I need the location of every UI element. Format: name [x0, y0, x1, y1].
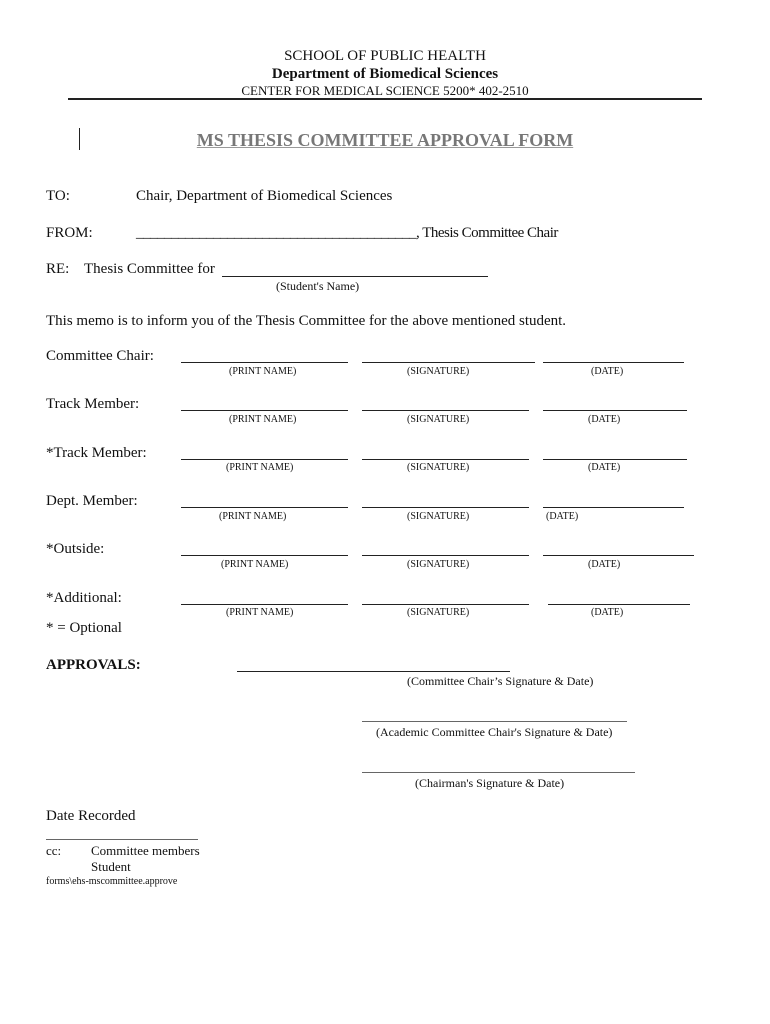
committee-chair-label: Committee Chair: — [46, 348, 154, 364]
additional-date-field[interactable] — [548, 604, 690, 605]
committee-chair-date-field[interactable] — [543, 362, 684, 363]
chairman-approval-field[interactable] — [362, 772, 635, 773]
print-caption: (PRINT NAME) — [219, 511, 287, 522]
to-label: TO: — [46, 188, 70, 204]
header-divider — [68, 98, 702, 100]
cc-label: cc: — [46, 843, 62, 858]
additional-label: *Additional: — [46, 590, 122, 606]
date-caption: (DATE) — [588, 462, 621, 473]
cc-committee-members: Committee members — [91, 843, 200, 858]
date-caption: (DATE) — [546, 511, 579, 522]
academic-chair-approval-caption: (Academic Committee Chair's Signature & Date) — [376, 725, 613, 739]
track-member-2-label: *Track Member: — [46, 445, 147, 461]
re-value: Thesis Committee for — [84, 261, 215, 277]
outside-label: *Outside: — [46, 541, 105, 557]
student-name-caption: (Student's Name) — [276, 279, 360, 293]
signature-caption: (SIGNATURE) — [407, 511, 470, 522]
track-member-label: Track Member: — [46, 396, 140, 412]
optional-note: * = Optional — [46, 620, 122, 636]
outside-signature-field[interactable] — [362, 555, 529, 556]
form-title: MS THESIS COMMITTEE APPROVAL FORM — [196, 130, 574, 150]
signature-caption: (SIGNATURE) — [407, 462, 470, 473]
committee-chair-print-field[interactable] — [181, 362, 348, 363]
outside-date-field[interactable] — [543, 555, 694, 556]
to-value: Chair, Department of Biomedical Sciences — [136, 188, 393, 204]
from-label: FROM: — [46, 225, 93, 241]
memo-intro: This memo is to inform you of the Thesis Committee for the above mentioned student. — [46, 313, 567, 329]
date-recorded-label: Date Recorded — [46, 808, 136, 824]
re-label: RE: — [46, 261, 70, 277]
dept-member-signature-field[interactable] — [362, 507, 529, 508]
print-caption: (PRINT NAME) — [226, 607, 294, 618]
academic-chair-approval-field[interactable] — [362, 721, 627, 722]
track-member-date-field[interactable] — [543, 410, 687, 411]
print-caption: (PRINT NAME) — [229, 366, 297, 377]
track-member-2-date-field[interactable] — [543, 459, 687, 460]
track-member-2-signature-field[interactable] — [362, 459, 529, 460]
file-reference: forms\ehs-mscommittee.approve — [46, 876, 178, 887]
center-info: CENTER FOR MEDICAL SCIENCE 5200* 402-2510 — [241, 83, 529, 98]
school-name: SCHOOL OF PUBLIC HEALTH — [284, 48, 486, 64]
chairman-approval-caption: (Chairman's Signature & Date) — [415, 776, 565, 790]
dept-member-date-field[interactable] — [543, 507, 684, 508]
print-caption: (PRINT NAME) — [221, 559, 289, 570]
department-name: Department of Biomedical Sciences — [271, 66, 499, 82]
outside-print-field[interactable] — [181, 555, 348, 556]
signature-caption: (SIGNATURE) — [407, 559, 470, 570]
additional-signature-field[interactable] — [362, 604, 529, 605]
approvals-label: APPROVALS: — [46, 657, 141, 673]
signature-caption: (SIGNATURE) — [407, 414, 470, 425]
date-recorded-field[interactable] — [46, 839, 198, 840]
track-member-signature-field[interactable] — [362, 410, 529, 411]
student-name-field[interactable] — [222, 276, 488, 277]
cc-student: Student — [91, 859, 131, 874]
dept-member-print-field[interactable] — [181, 507, 348, 508]
print-caption: (PRINT NAME) — [229, 414, 297, 425]
committee-chair-approval-caption: (Committee Chair’s Signature & Date) — [407, 674, 594, 688]
committee-chair-signature-field[interactable] — [362, 362, 535, 363]
dept-member-label: Dept. Member: — [46, 493, 138, 509]
date-caption: (DATE) — [591, 366, 624, 377]
date-caption: (DATE) — [588, 559, 621, 570]
additional-print-field[interactable] — [181, 604, 348, 605]
date-caption: (DATE) — [591, 607, 624, 618]
date-caption: (DATE) — [588, 414, 621, 425]
track-member-2-print-field[interactable] — [181, 459, 348, 460]
signature-caption: (SIGNATURE) — [407, 366, 470, 377]
track-member-print-field[interactable] — [181, 410, 348, 411]
from-field[interactable]: ________________________________________, Thesis Committee Chair — [136, 225, 558, 241]
print-caption: (PRINT NAME) — [226, 462, 294, 473]
signature-caption: (SIGNATURE) — [407, 607, 470, 618]
committee-chair-approval-field[interactable] — [237, 671, 510, 672]
